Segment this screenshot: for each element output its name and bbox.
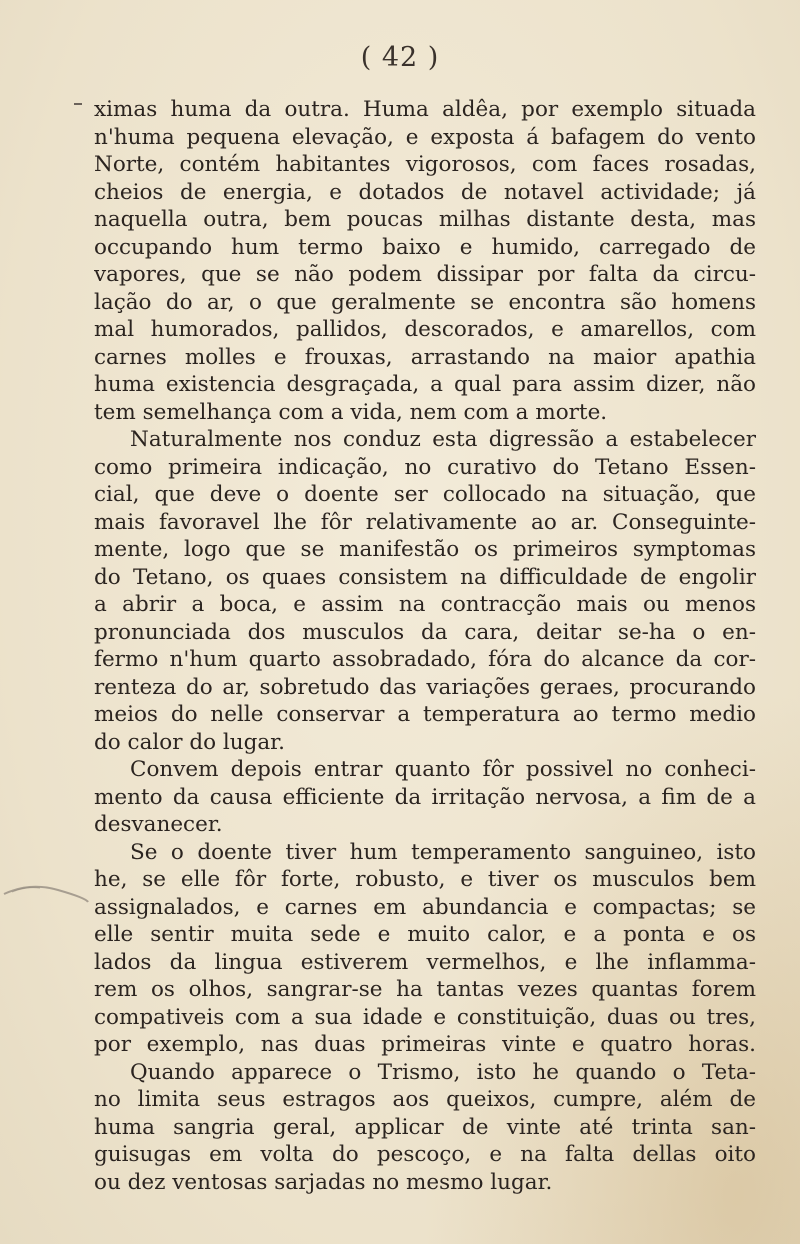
text-line: cheios de energia, e dotados de notavel actividade; já [94,179,756,205]
text-line: rem os olhos, sangrar-se ha tantas vezes quantas forem [94,977,756,1002]
text-line: n'huma pequena elevação, e exposta á bafagem do vento [94,124,756,150]
text-line: fermo n'hum quarto assobradado, fóra do alcance da cor- [94,647,756,672]
text-line: lados da lingua estiverem vermelhos, e lhe inflamma- [94,949,756,975]
text-line: por exemplo, nas duas primeiras vinte e quatro horas. [94,1032,756,1057]
text-line: do calor do lugar. [94,729,285,755]
text-line: a abrir a boca, e assim na contracção mais ou menos [94,592,756,617]
text-line: carnes molles e frouxas, arrastando na maior apathia [94,344,756,370]
text-line: Quando apparece o Trismo, isto he quando o Teta- [130,1059,756,1085]
body-text [94,96,756,1196]
margin-mark [74,103,82,105]
text-line: tem semelhança com a vida, nem com a morte. [94,399,608,425]
text-line: naquella outra, bem poucas milhas distante desta, mas [94,207,756,232]
text-line: lação do ar, o que geralmente se encontra são homens [94,289,756,315]
text-line: mente, logo que se manifestão os primeiros symptomas [94,537,756,562]
text-line: vapores, que se não podem dissipar por falta da circu- [94,262,756,287]
text-line: huma existencia desgraçada, a qual para assim dizer, não [94,372,756,397]
text-line: meios do nelle conservar a temperatura ao termo medio [94,702,756,727]
margin-pencil-stroke [0,872,92,912]
text-line: do Tetano, os quaes consistem na difficuldade de engolir [94,564,756,590]
text-line: pronunciada dos musculos da cara, deitar se-ha o en- [94,619,756,645]
text-line: mal humorados, pallidos, descorados, e amarellos, com [94,317,756,342]
text-line: guisugas em volta do pescoço, e na falta dellas oito [94,1142,756,1167]
text-line: cial, que deve o doente ser collocado na situação, que [94,482,756,507]
text-line: mais favoravel lhe fôr relativamente ao ar. Conseguinte- [94,509,756,535]
text-line: Se o doente tiver hum temperamento sanguineo, isto [130,839,756,865]
text-line: huma sangria geral, applicar de vinte até trinta san- [94,1114,756,1140]
text-line: assignalados, e carnes em abundancia e compactas; se [94,894,756,920]
text-line: Convem depois entrar quanto fôr possivel no conheci- [130,757,756,782]
page-number: ( 42 ) [360,42,440,73]
text-line: ou dez ventosas sarjadas no mesmo lugar. [94,1169,553,1195]
text-line: no limita seus estragos aos queixos, cumpre, além de [94,1087,756,1112]
text-line: Naturalmente nos conduz esta digressão a estabelecer [130,427,756,452]
text-line: elle sentir muita sede e muito calor, e a ponta e os [94,922,756,947]
text-line: compativeis com a sua idade e constituição, duas ou tres, [94,1004,756,1030]
text-line: occupando hum termo baixo e humido, carregado de [94,234,756,260]
text-line: mento da causa efficiente da irritação nervosa, a fim de a [94,784,756,810]
text-line: renteza do ar, sobretudo das variações geraes, procurando [94,674,756,700]
text-line: he, se elle fôr forte, robusto, e tiver os musculos bem [94,867,756,892]
text-line: ximas huma da outra. Huma aldêa, por exemplo situada [94,97,756,122]
text-line: Norte, contém habitantes vigorosos, com faces rosadas, [94,152,756,177]
text-line: como primeira indicação, no curativo do Tetano Essen- [94,454,756,480]
text-line: desvanecer. [94,812,223,837]
